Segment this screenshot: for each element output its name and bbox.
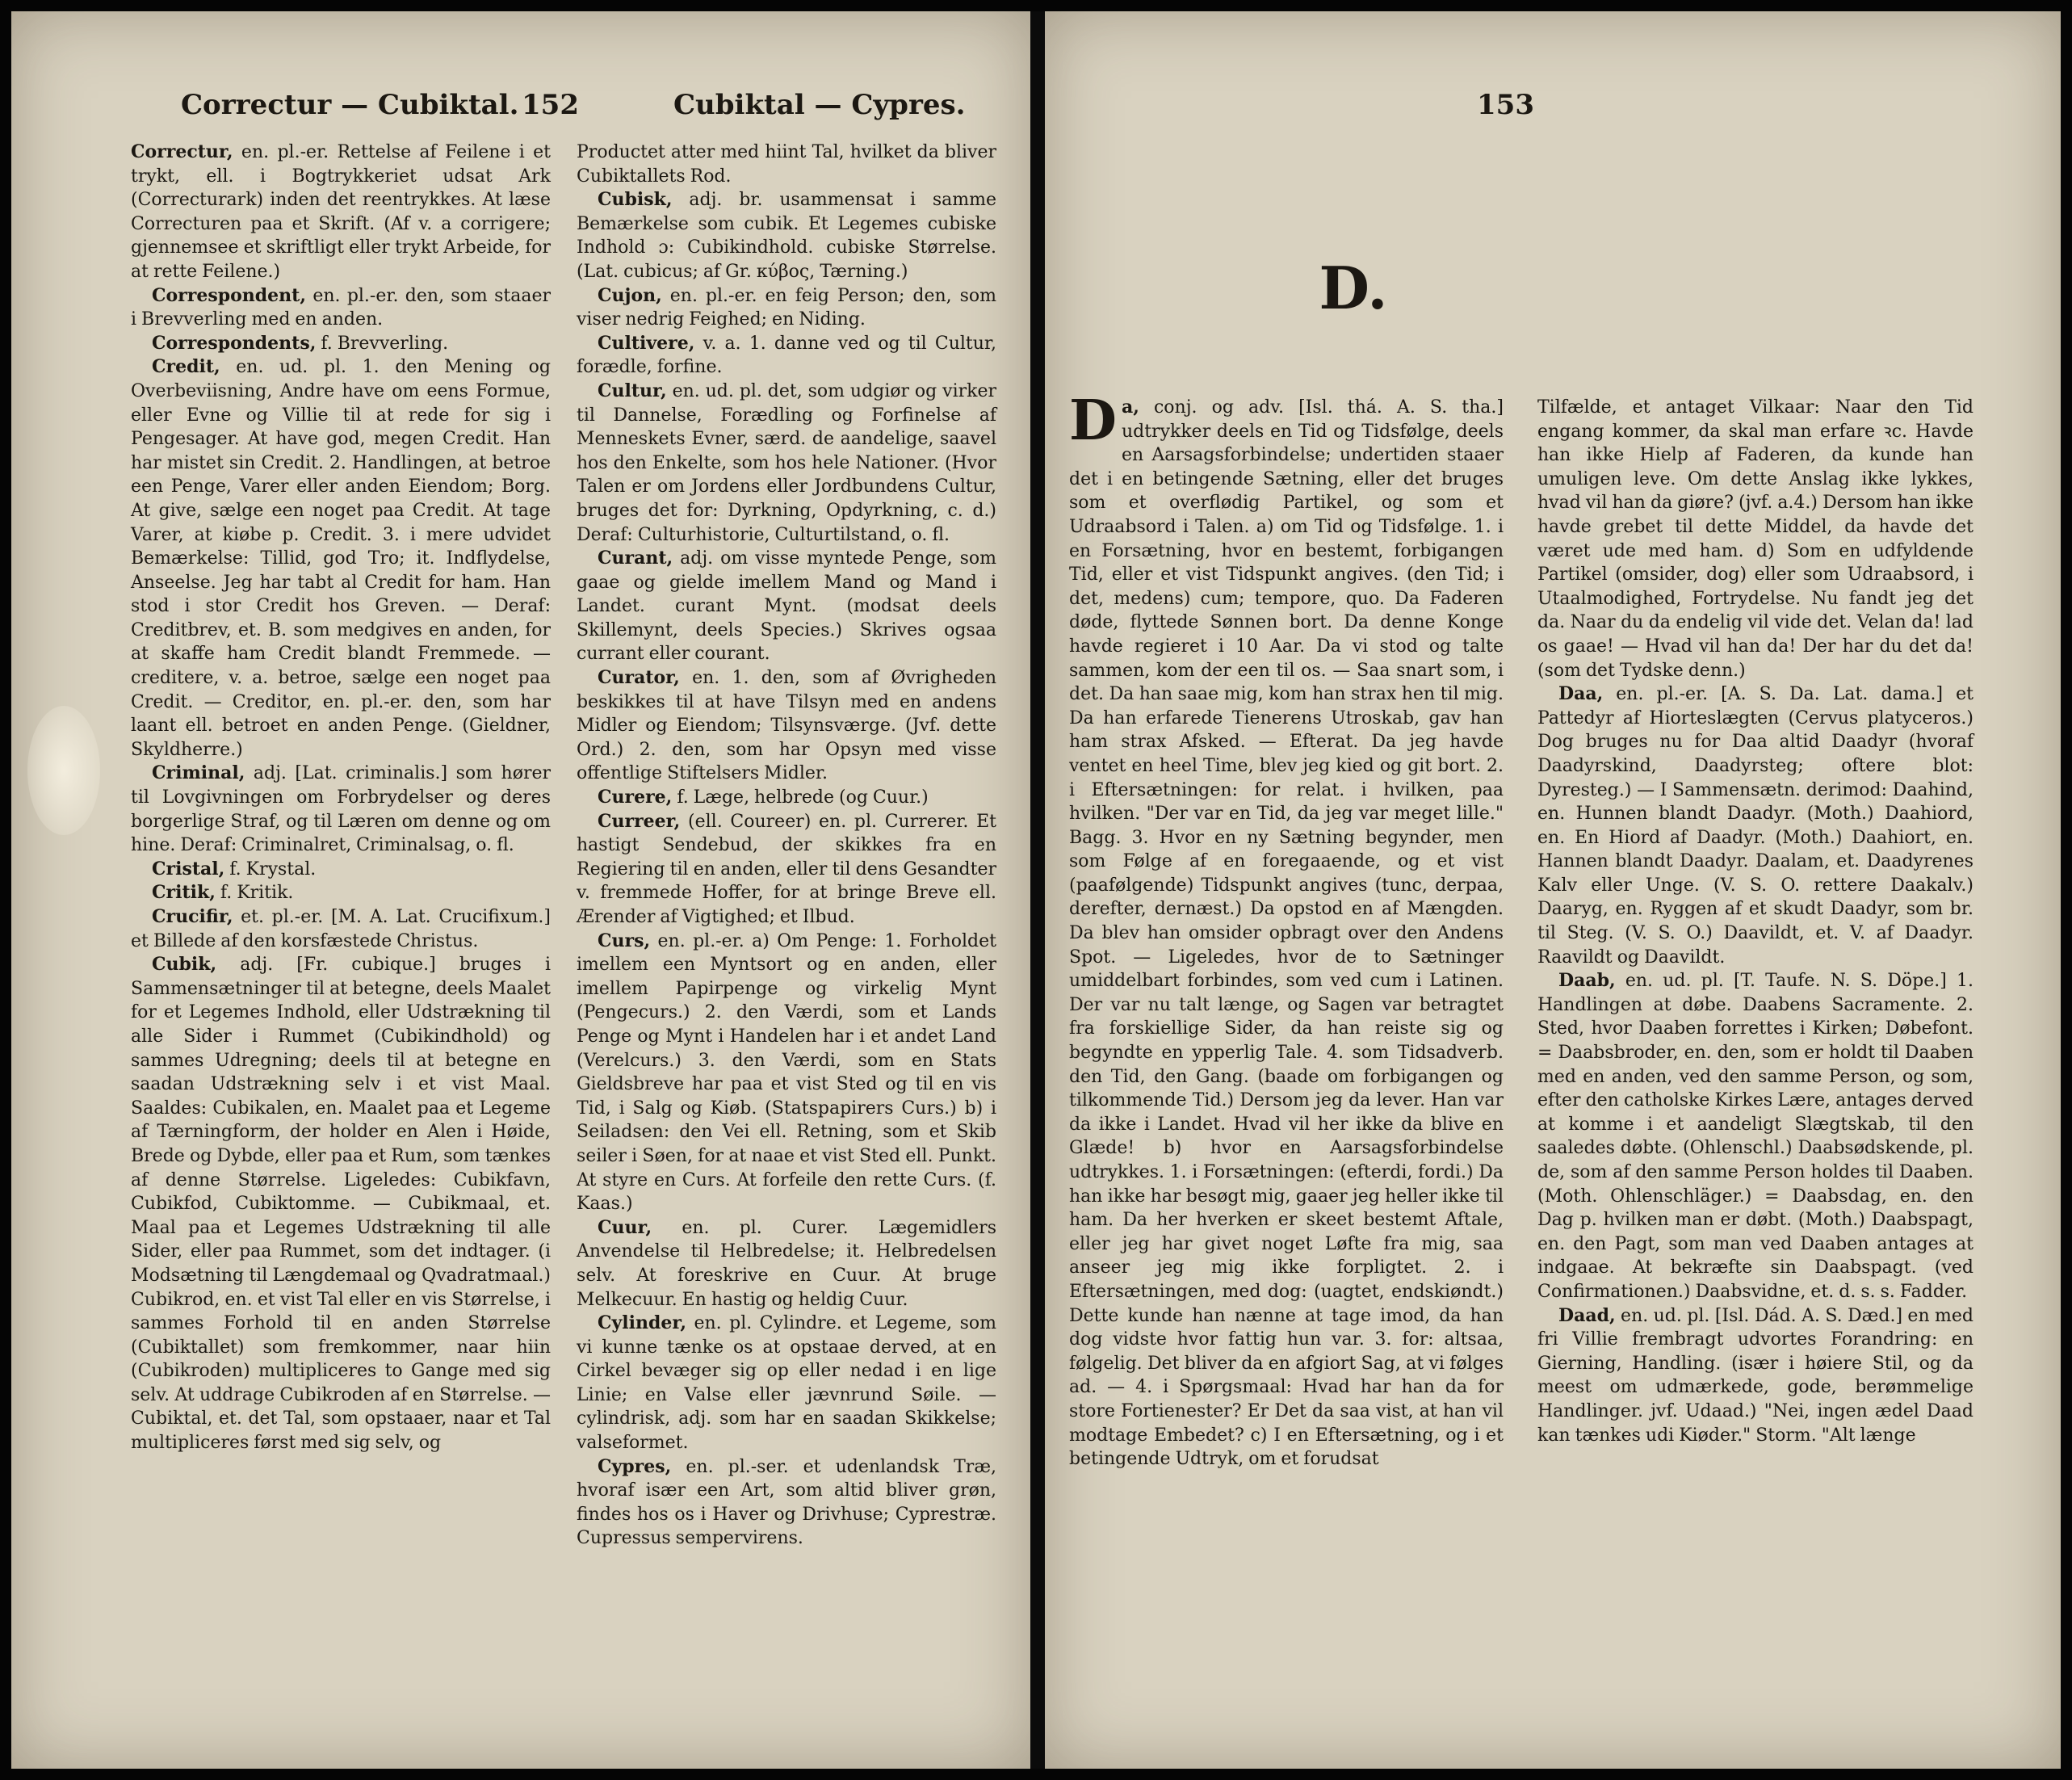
dictionary-entry	[131, 284, 551, 332]
entry-definition: en. pl.-er. Rettelse af Feilene i et trykt, ell. i Bogtrykkeriet udsat Ark (Correcturark) inden det reentrykkes. At læse Correcturen paa et Skrift. (Af v. a corrigere; gjennemsee et skriftligt eller trykt Arbeide, for at rette Feilene.)	[131, 142, 551, 282]
dictionary-entry	[1069, 388, 1504, 1471]
entry-definition: en. pl. Cylindre. et Legeme, som vi kunne tænke os at opstaae derved, at en Cirkel bevæger sig op eller nedad i en lige Linie; en Valse eller jævnrund Søile. — cylindrisk, adj. som har en saadan Skikkelse; valseformet.	[577, 1313, 996, 1454]
entry-headword: Cylinder,	[598, 1312, 687, 1334]
entry-headword: Cristal,	[152, 858, 225, 880]
entry-headword: Cultur,	[598, 380, 667, 401]
right-page	[1045, 11, 2061, 1769]
entry-definition: adj. om visse myntede Penge, som gaae og gielde imellem Mand og Mand i Landet. curant Mynt. (modsat deels Skillemynt, deels Species.) Skrives ogsaa currant eller courant.	[577, 548, 996, 665]
entry-headword: Curator,	[598, 667, 680, 689]
dictionary-entry	[131, 762, 551, 857]
entry-headword: Correspondent,	[152, 284, 306, 306]
entry-definition: en. ud. pl. det, som udgiør og virker til Dannelse, Forædling og Forfinelse af Menneskets Evner, særd. de aandelige, saavel hos den Enkelte, som hos hele Nationer. (Hvor Talen er om Jordens eller Jordbundens Cultur, bruges det for: Dyrkning, Opdyrkning, c. d.) Deraf: Culturhistorie, Culturtilstand, o. fl.	[577, 380, 996, 545]
left-column-1	[131, 141, 551, 1455]
dictionary-entry	[577, 786, 996, 810]
entry-headword: Correspondents,	[152, 332, 317, 354]
dictionary-entry	[577, 332, 996, 380]
entry-definition: adj. [Lat. criminalis.] som hører til Lovgivningen om Forbrydelser og deres borgerlige Straf, og til Læren om denne og om hine. Deraf: Criminalret, Criminalsag, o. fl.	[131, 763, 551, 856]
entry-headword: Cuur,	[598, 1216, 652, 1238]
entry-headword: Daad,	[1558, 1304, 1616, 1326]
entry-definition: Tilfælde, et antaget Vilkaar: Naar den Tid engang kommer, da skal man erfare ꝛc. Havde han ikke Hielp af Faderen, da kunde han umuligen leve. Om dette Anslag ikke lykkes, hvad vil han da giøre? (jvf. a.4.) Dersom han ikke havde grebet til dette Middel, da havde det været ude med ham. d) Som en udfyldende Partikel (omsider, dog) eller som Udraabsord, i Utaalmodighed, Fortrydelse. Nu fandt jeg det da. Naar du da endelig vil vide det. Velan da! lad os gaae! — Hvad vil han da! Der har du det da! (som det Tydske denn.)	[1537, 397, 1973, 681]
page-number-right: 153	[1477, 89, 1534, 121]
drop-capital: D	[1069, 388, 1117, 453]
entry-headword: Critik,	[152, 882, 216, 904]
entry-definition: f. Brevverling.	[316, 333, 449, 354]
dictionary-entry	[577, 930, 996, 1216]
entry-headword: Curere,	[598, 787, 673, 808]
entry-headword: Cultivere,	[598, 332, 695, 354]
entry-headword: Daab,	[1558, 970, 1616, 992]
dictionary-entry	[577, 547, 996, 666]
entry-headword: Cubisk,	[598, 189, 673, 211]
page-number-left: 152	[522, 89, 579, 121]
entry-headword: Crucifir,	[152, 906, 233, 927]
entry-headword: Daa,	[1558, 683, 1604, 705]
entry-headword: Cujon,	[598, 284, 662, 306]
dictionary-entry	[1537, 396, 1973, 682]
entry-definition: f. Læge, helbrede (og Cuur.)	[672, 787, 929, 808]
entry-definition: en. pl. Curer. Lægemidlers Anvendelse til Helbredelse; it. Helbredelsen selv. At foreskrive en Cuur. At bruge Melkecuur. En hastig og heldig Cuur.	[577, 1217, 996, 1310]
entry-definition: en. 1. den, som af Øvrigheden beskikkes til at have Tilsyn med en andens Midler og Eiendom; Tilsynsværge. (Jvf. dette Ord.) 2. den, som har Opsyn med visse offentlige Stiftelsers Midler.	[577, 668, 996, 784]
dictionary-entry	[1537, 969, 1973, 1304]
entry-definition: en. ud. pl. 1. den Mening og Overbeviisning, Andre have om eens Formue, eller Evne og Villie til at rede for sig i Pengesager. At have god, megen Credit. Han har mistet sin Credit. 2. Handlingen, at betroe een Penge, Varer eller anden Eiendom; Borg. At give, sælge een noget paa Credit. At tage Varer, at kiøbe p. Credit. 3. i mere udvidet Bemærkelse: Tillid, god Tro; it. Indflydelse, Anseelse. Jeg har tabt al Credit for ham. Han stod i stor Credit hos Greven. — Deraf: Creditbrev, et. B. som medgives en anden, for at skaffe ham Credit blandt Fremmede. — creditere, v. a. betroe, sælge een noget paa Credit. — Creditor, en. pl.-er. den, som har laant ell. betroet en anden Penge. (Gieldner, Skyldherre.)	[131, 357, 551, 760]
dictionary-entry	[577, 1312, 996, 1455]
entry-headword: Cubik,	[152, 954, 217, 976]
entry-headword: Curs,	[598, 930, 651, 951]
entry-headword: a,	[1121, 397, 1139, 418]
dictionary-entry	[577, 666, 996, 786]
entry-headword: Correctur,	[131, 141, 233, 162]
entry-headword: Curreer,	[598, 810, 681, 832]
dictionary-entry	[577, 380, 996, 547]
right-column-2	[1537, 396, 1973, 1447]
dictionary-entry	[131, 858, 551, 882]
dictionary-entry	[131, 881, 551, 905]
right-column-1	[1069, 388, 1504, 1471]
dictionary-entry	[1537, 682, 1973, 969]
entry-definition: adj. br. usammensat i samme Bemærkelse som cubik. Et Legemes cubiske Indhold ɔ: Cubikindhold. cubiske Størrelse. (Lat. cubicus; af Gr. κύβος, Tærning.)	[577, 190, 996, 282]
dictionary-entry	[131, 141, 551, 284]
dictionary-entry	[131, 905, 551, 953]
entry-headword: Cypres,	[598, 1455, 672, 1477]
running-head-left: Correctur — Cubiktal.	[181, 89, 519, 121]
entry-definition: en. pl.-er. en feig Person; den, som viser nedrig Feighed; en Niding.	[577, 285, 996, 330]
dictionary-entry	[577, 1216, 996, 1312]
dictionary-entry	[577, 141, 996, 188]
entry-definition: en. pl.-er. a) Om Penge: 1. Forholdet imellem een Myntsort og en anden, eller imellem Papirpenge og virkelig Mynt (Pengecurs.) 2. den Værdi, som et Lands Penge og Mynt i Handelen har i et andet Land (Verelcurs.) 3. den Værdi, som en Stats Gieldsbreve har paa et vist Sted og til en vis Tid, i Salg og Kiøb. (Statspapirers Curs.) b) i Seiladsen: den Vei ell. Retning, som et Skib seiler i Søen, for at naae et vist Sted ell. Punkt. At styre en Curs. At forfeile den rette Curs. (f. Kaas.)	[577, 930, 996, 1215]
entry-definition: Productet atter med hiint Tal, hvilket da bliver Cubiktallets Rod.	[577, 142, 996, 187]
entry-definition: en. pl.-er. den, som staaer i Brevverling med en anden.	[131, 285, 551, 330]
dictionary-entry	[577, 1455, 996, 1551]
entry-headword: Criminal,	[152, 762, 245, 784]
page-stain	[27, 706, 100, 835]
entry-definition: en. pl.-er. [A. S. Da. Lat. dama.] et Pattedyr af Hiorteslægten (Cervus platyceros.) Dog bruges nu for Daa altid Daadyr (hvoraf Daadyrskind, Daadyrsteg; oftere blot: Dyresteg.) — I Sammensætn. derimod: Daahind, en. Hunnen blandt Daadyr. (Moth.) Daahiord, en. En Hiord af Daadyr. (Moth.) Daahiort, en. Hannen blandt Daadyr. Daalam, et. Daadyrenes Kalv eller Unge. (V. S. O. rettere Daakalv.) Daaryg, en. Ryggen af et skudt Daadyr, som br. til Steg. (V. S. O.) Daavildt, et. V. af Daadyr. Raavildt og Daavildt.	[1537, 684, 1973, 968]
entry-definition: et. pl.-er. [M. A. Lat. Crucifixum.] et Billede af den korsfæstede Christus.	[131, 907, 551, 951]
dictionary-entry	[577, 188, 996, 283]
entry-definition: en. ud. pl. [T. Taufe. N. S. Döpe.] 1. Handlingen at døbe. Daabens Sacramente. 2. Sted, hvor Daaben forrettes i Kirken; Døbefont. = Daabsbroder, en. den, som er holdt til Daaben med en anden, ved den samme Person, og som, efter den catholske Kirkes Lære, antages derved at komme i et aandeligt Slægtskab, til den saaledes døbte. (Ohlenschl.) Daabsødskende, pl. de, som af den samme Person holdes til Daaben. (Moth. Ohlenschläger.) = Daabsdag, en. den Dag p. hvilken man er døbt. (Moth.) Daabspagt, en. den Pagt, som man ved Daaben antages at indgaae. At bekræfte sin Daabspagt. (ved Confirmationen.) Daabsvidne, et. d. s. s. Fadder.	[1537, 971, 1973, 1302]
dictionary-entry	[131, 953, 551, 1455]
entry-headword: Curant,	[598, 548, 673, 569]
left-page	[11, 11, 1030, 1769]
entry-definition: f. Kritik.	[215, 883, 294, 904]
entry-definition: en. pl.-ser. et udenlandsk Træ, hvoraf især een Art, som altid bliver grøn, findes hos os i Haver og Drivhuse; Cyprestræ. Cupressus sempervirens.	[577, 1456, 996, 1549]
book-gutter	[1030, 11, 1045, 1769]
letter-heading: D.	[1319, 254, 1388, 322]
dictionary-entry	[577, 810, 996, 930]
entry-definition: en. ud. pl. [Isl. Dád. A. S. Dæd.] en med fri Villie frembragt udvortes Forandring: en Gierning, Handling. (især i høiere Stil, og da meest om udmærkede, gode, berømmelige Handlinger. jvf. Udaad.) "Nei, ingen ædel Daad kan tænkes udi Kiøder." Storm. "Alt længe	[1537, 1305, 1973, 1446]
entry-definition: adj. [Fr. cubique.] bruges i Sammensætninger til at betegne, deels Maalet for et Legemes Indhold, eller Udstrækning til alle Sider i Rummet (Cubikindhold) og sammes Udregning; deels til at betegne en saadan Udstrækning selv i et vist Maal. Saaldes: Cubikalen, en. Maalet paa et Legeme af Tærningform, der holder en Alen i Høide, Brede og Dybde, eller paa et Rum, som tænkes af denne Størrelse. Ligeledes: Cubikfavn, Cubikfod, Cubiktomme. — Cubikmaal, et. Maal paa et Legemes Udstrækning til alle Sider, eller paa Rummet, som det indtager. (i Modsætning til Længdemaal og Qvadratmaal.) Cubikrod, en. et vist Tal eller en vis Størrelse, i sammes Forhold til en anden Størrelse (Cubiktallet) som fremkommer, naar hiin (Cubikroden) multipliceres to Gange med sig selv. At uddrage Cubikroden af en Størrelse. — Cubiktal, et. det Tal, som opstaaer, naar et Tal multipliceres først med sig selv, og	[131, 955, 551, 1454]
entry-definition: f. Krystal.	[224, 859, 317, 880]
dictionary-entry	[577, 284, 996, 332]
running-head-right: Cubiktal — Cypres.	[673, 89, 966, 121]
entry-definition: v. a. 1. danne ved og til Cultur, forædle, forfine.	[577, 333, 996, 378]
dictionary-entry	[131, 332, 551, 356]
entry-definition: conj. og adv. [Isl. thá. A. S. tha.] udtrykker deels en Tid og Tidsfølge, deels en Aarsagsforbindelse; undertiden staaer det i en betingende Sætning, eller det bruges som et overflødig Partikel, og som et Udraabsord i Talen. a) om Tid og Tidsfølge. 1. i en Forsætning, hvor en bestemt, forbigangen Tid, eller et vist Tidspunkt angives. (den Tid; i det, medens) cum; tempore, quo. Da Faderen døde, flyttede Sønnen bort. Da denne Konge havde regieret i 10 Aar. Da vi stod og talte sammen, kom der een til os. — Saa snart som, i det. Da han saae mig, kom han strax hen til mig. Da han erfarede Tienerens Utroskab, gav han ham strax Afsked. — Efterat. Da jeg havde ventet en heel Time, blev jeg kied og git bort. 2. i Eftersætningen: for relat. i hvilken, paa hvilken. "Der var en Tid, da jeg var meget lille." Bagg. 3. Hvor en ny Sætning begynder, men som Følge af en foregaaende, og et vist (paafølgende) Tidspunkt angives (tunc, derpaa, derefter, dernæst.) Da opstod en af Mængden. Da blev han omsider opbragt over den Andens Spot. — Ligeledes, hvor de to Sætninger umiddelbart forbindes, som ved cum i Latinen. Der var nu talt længe, og Sagen var betragtet fra forskiellige Sider, da han reiste sig og begyndte en ypperlig Tale. 4. som Tidsadverb. den Tid, den Gang. (baade om forbigangen og tilkommende Tid.) Dersom jeg da lever. Han var da ikke i Landet. Hvad vil her ikke da blive en Glæde! b) hvor en Aarsagsforbindelse udtrykkes. 1. i Forsætningen: (efterdi, fordi.) Da han ikke har besøgt mig, gaaer jeg heller ikke til ham. Da her hverken er skeet bestemt Aftale, eller jeg har givet noget Løfte fra mig, saa anseer jeg mig ikke forpligtet. 2. i Eftersætningen, med dog: (uagtet, endskiøndt.) Dette kunde han nænne at tage imod, da han dog vidste hvor fattig hun var. 3. for: altsaa, følgelig. Det bliver da en afgiort Sag, at vi følges ad. — 4. i Spørgsmaal: Hvad har han da for store Fortienester? Er Det da saa vist, at han vil modtage Embedet? c) I en Eftersætning, og i et betingende Udtryk, om et forudsat	[1069, 397, 1504, 1470]
dictionary-entry	[1537, 1304, 1973, 1448]
entry-headword: Credit,	[152, 356, 220, 378]
dictionary-entry	[131, 355, 551, 762]
entry-definition: (ell. Coureer) en. pl. Currerer. Et hastigt Sendebud, der skikkes fra en Regiering til en anden, eller til dens Gesandter v. fremmede Hoffer, for at bringe Breve ell. Ærender af Vigtighed; et Ilbud.	[577, 811, 996, 927]
left-column-2	[577, 141, 996, 1551]
